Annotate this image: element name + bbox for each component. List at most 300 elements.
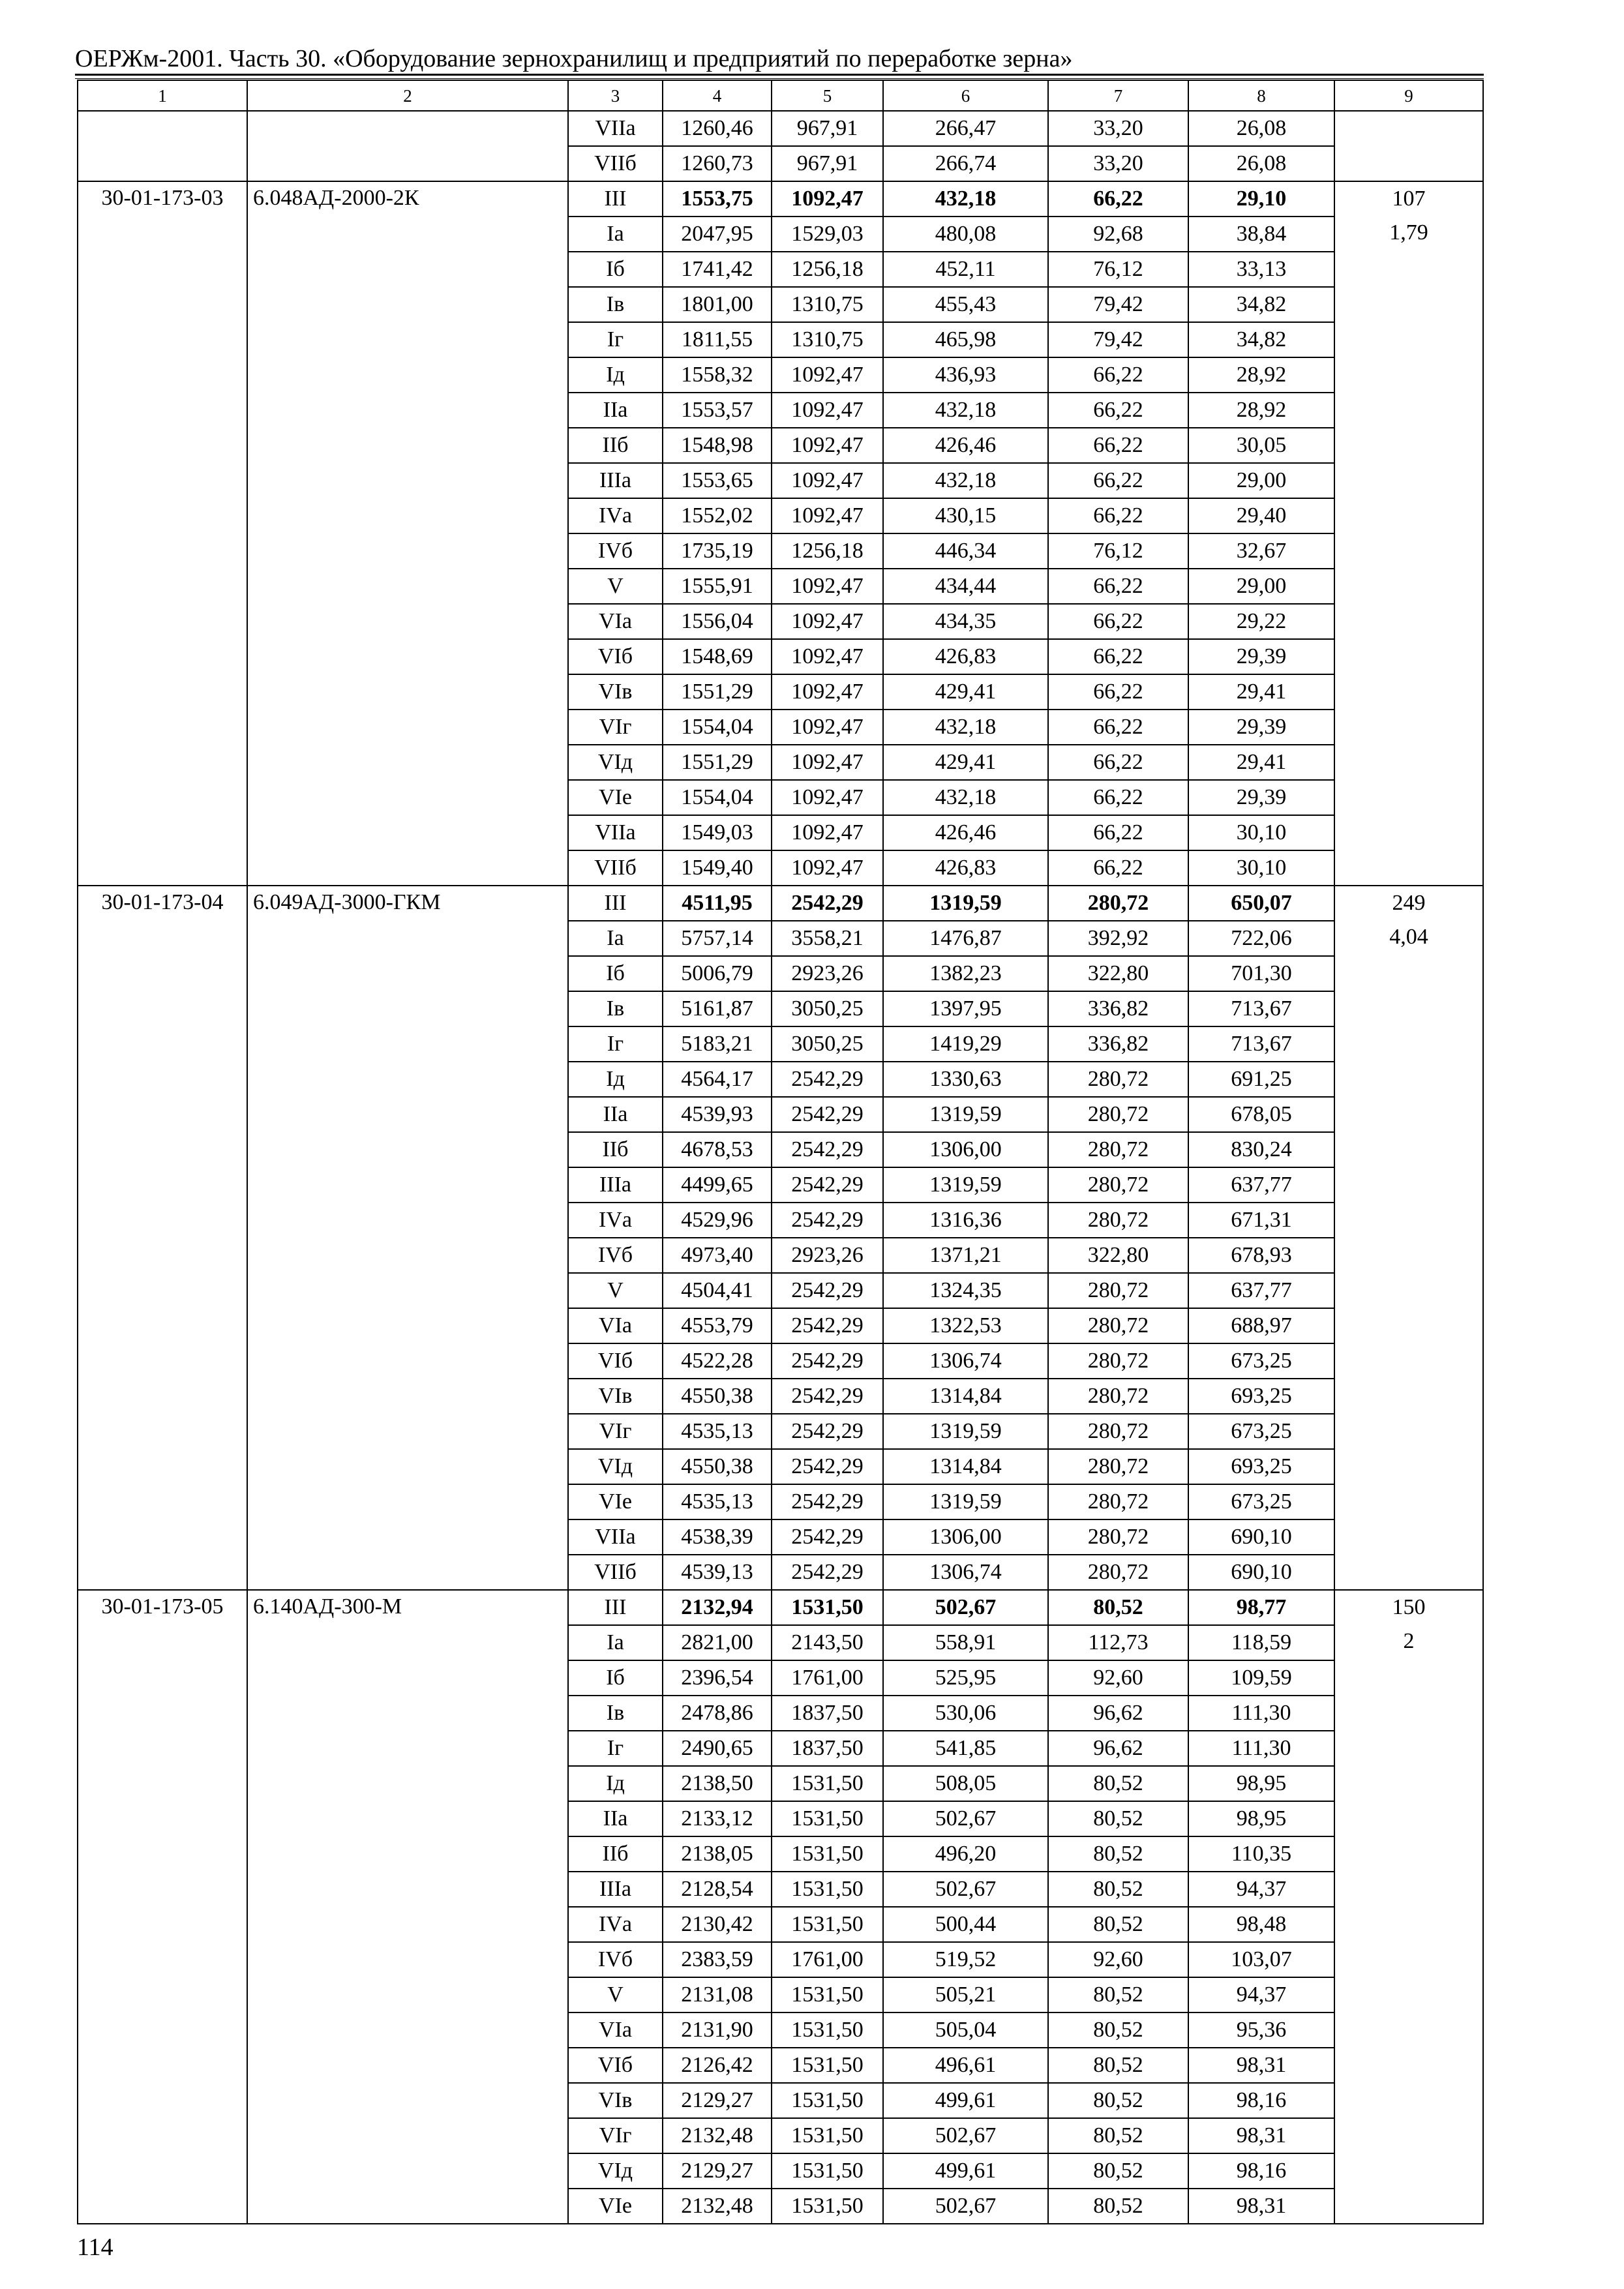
zone-cell: VIIб xyxy=(568,146,663,181)
value-cell-col8: 110,35 xyxy=(1188,1836,1334,1872)
value-cell-col5: 1092,47 xyxy=(772,393,883,428)
value-cell-col7: 66,22 xyxy=(1048,780,1188,815)
value-cell-col7: 280,72 xyxy=(1048,1449,1188,1484)
value-cell-col4: 1549,40 xyxy=(663,850,772,886)
value-cell-col6: 432,18 xyxy=(883,463,1048,498)
zone-cell: VIд xyxy=(568,1449,663,1484)
value-cell-col8: 693,25 xyxy=(1188,1449,1334,1484)
value-cell-col4: 4504,41 xyxy=(663,1273,772,1308)
zone-cell: VIв xyxy=(568,1379,663,1414)
value-cell-col6: 508,05 xyxy=(883,1766,1048,1801)
value-cell-col4: 1811,55 xyxy=(663,322,772,357)
column-number-row xyxy=(78,80,1483,111)
value-cell-col4: 4535,13 xyxy=(663,1414,772,1449)
value-cell-col8: 94,37 xyxy=(1188,1872,1334,1907)
value-cell-col7: 66,22 xyxy=(1048,850,1188,886)
value-cell-col8: 637,77 xyxy=(1188,1273,1334,1308)
column-number-5: 5 xyxy=(772,80,883,111)
value-cell-col5: 1837,50 xyxy=(772,1696,883,1731)
value-cell-col6: 502,67 xyxy=(883,1801,1048,1836)
value-cell-col7: 96,62 xyxy=(1048,1731,1188,1766)
value-cell-col7: 66,22 xyxy=(1048,181,1188,217)
value-cell-col5: 1092,47 xyxy=(772,569,883,604)
value-cell-col7: 336,82 xyxy=(1048,1026,1188,1062)
value-cell-col6: 502,67 xyxy=(883,1590,1048,1625)
value-cell-col8: 713,67 xyxy=(1188,991,1334,1026)
value-cell-col4: 2128,54 xyxy=(663,1872,772,1907)
column-9-value: 4,04 xyxy=(1389,925,1428,949)
value-cell-col8: 34,82 xyxy=(1188,287,1334,322)
value-cell-col5: 1092,47 xyxy=(772,850,883,886)
value-cell-col4: 1548,98 xyxy=(663,428,772,463)
value-cell-col5: 1837,50 xyxy=(772,1731,883,1766)
value-cell-col8: 94,37 xyxy=(1188,1977,1334,2012)
value-cell-col7: 66,22 xyxy=(1048,569,1188,604)
value-cell-col5: 1092,47 xyxy=(772,604,883,639)
zone-cell: Iг xyxy=(568,322,663,357)
value-cell-col6: 436,93 xyxy=(883,357,1048,393)
value-cell-col4: 2490,65 xyxy=(663,1731,772,1766)
value-cell-col5: 1092,47 xyxy=(772,357,883,393)
value-cell-col8: 29,22 xyxy=(1188,604,1334,639)
value-cell-col4: 1260,46 xyxy=(663,111,772,146)
value-cell-col8: 690,10 xyxy=(1188,1555,1334,1590)
value-cell-col6: 1306,74 xyxy=(883,1343,1048,1379)
column-number-1: 1 xyxy=(78,80,247,111)
value-cell-col8: 650,07 xyxy=(1188,886,1334,921)
value-cell-col8: 713,67 xyxy=(1188,1026,1334,1062)
value-cell-col4: 2133,12 xyxy=(663,1801,772,1836)
value-cell-col7: 280,72 xyxy=(1048,1555,1188,1590)
column-9-cell xyxy=(1334,111,1483,181)
value-cell-col4: 4553,79 xyxy=(663,1308,772,1343)
value-cell-col7: 112,73 xyxy=(1048,1625,1188,1660)
value-cell-col6: 434,44 xyxy=(883,569,1048,604)
zone-cell: Iв xyxy=(568,1696,663,1731)
value-cell-col7: 80,52 xyxy=(1048,2012,1188,2048)
value-cell-col5: 2542,29 xyxy=(772,1097,883,1132)
value-cell-col7: 66,22 xyxy=(1048,357,1188,393)
value-cell-col8: 26,08 xyxy=(1188,111,1334,146)
value-cell-col5: 2542,29 xyxy=(772,1449,883,1484)
value-cell-col4: 1735,19 xyxy=(663,533,772,569)
value-cell-col4: 4539,93 xyxy=(663,1097,772,1132)
value-cell-col7: 33,20 xyxy=(1048,146,1188,181)
value-cell-col8: 722,06 xyxy=(1188,921,1334,956)
value-cell-col6: 1322,53 xyxy=(883,1308,1048,1343)
value-cell-col4: 2132,48 xyxy=(663,2189,772,2224)
value-cell-col6: 1306,00 xyxy=(883,1519,1048,1555)
value-cell-col5: 967,91 xyxy=(772,111,883,146)
value-cell-col8: 109,59 xyxy=(1188,1660,1334,1696)
zone-cell: IVб xyxy=(568,533,663,569)
value-cell-col7: 80,52 xyxy=(1048,2083,1188,2118)
zone-cell: Iв xyxy=(568,287,663,322)
value-cell-col5: 1761,00 xyxy=(772,1942,883,1977)
column-9-value: 107 xyxy=(1392,187,1426,211)
value-cell-col8: 30,10 xyxy=(1188,815,1334,850)
value-cell-col5: 2923,26 xyxy=(772,956,883,991)
value-cell-col7: 280,72 xyxy=(1048,1308,1188,1343)
value-cell-col7: 96,62 xyxy=(1048,1696,1188,1731)
value-cell-col5: 2542,29 xyxy=(772,886,883,921)
value-cell-col4: 1558,32 xyxy=(663,357,772,393)
zone-cell: IIа xyxy=(568,1097,663,1132)
value-cell-col5: 1531,50 xyxy=(772,2083,883,2118)
value-cell-col6: 1319,59 xyxy=(883,1414,1048,1449)
zone-cell: Iа xyxy=(568,921,663,956)
value-cell-col4: 2821,00 xyxy=(663,1625,772,1660)
page-header-title: ОЕРЖм-2001. Часть 30. «Оборудование зернохранилищ и предприятий по переработке зерна» xyxy=(75,45,1073,72)
value-cell-col4: 1553,75 xyxy=(663,181,772,217)
value-cell-col8: 30,05 xyxy=(1188,428,1334,463)
value-cell-col8: 29,41 xyxy=(1188,674,1334,710)
value-cell-col6: 430,15 xyxy=(883,498,1048,533)
value-cell-col8: 673,25 xyxy=(1188,1484,1334,1519)
value-cell-col7: 322,80 xyxy=(1048,1238,1188,1273)
rates-table xyxy=(77,80,1484,2224)
value-cell-col5: 1256,18 xyxy=(772,533,883,569)
value-cell-col6: 1397,95 xyxy=(883,991,1048,1026)
value-cell-col5: 1531,50 xyxy=(772,1766,883,1801)
column-9-value: 150 xyxy=(1392,1595,1426,1619)
column-9-cell xyxy=(1334,1590,1483,2224)
value-cell-col5: 967,91 xyxy=(772,146,883,181)
value-cell-col4: 5006,79 xyxy=(663,956,772,991)
value-cell-col4: 1553,65 xyxy=(663,463,772,498)
value-cell-col8: 29,00 xyxy=(1188,463,1334,498)
value-cell-col6: 1314,84 xyxy=(883,1449,1048,1484)
value-cell-col7: 80,52 xyxy=(1048,1977,1188,2012)
value-cell-col8: 28,92 xyxy=(1188,357,1334,393)
value-cell-col6: 1319,59 xyxy=(883,886,1048,921)
value-cell-col5: 2542,29 xyxy=(772,1308,883,1343)
zone-cell: Iг xyxy=(568,1026,663,1062)
zone-cell: Iд xyxy=(568,1062,663,1097)
value-cell-col6: 505,04 xyxy=(883,2012,1048,2048)
zone-cell: V xyxy=(568,1273,663,1308)
value-cell-col6: 480,08 xyxy=(883,217,1048,252)
value-cell-col7: 280,72 xyxy=(1048,1203,1188,1238)
value-cell-col8: 33,13 xyxy=(1188,252,1334,287)
value-cell-col6: 426,46 xyxy=(883,428,1048,463)
value-cell-col5: 3558,21 xyxy=(772,921,883,956)
zone-cell: IVб xyxy=(568,1942,663,1977)
zone-cell: IVа xyxy=(568,1203,663,1238)
table-row xyxy=(78,111,1483,146)
value-cell-col8: 30,10 xyxy=(1188,850,1334,886)
value-cell-col8: 690,10 xyxy=(1188,1519,1334,1555)
column-number-8: 8 xyxy=(1188,80,1334,111)
equipment-name-cell: 6.140АД-300-М xyxy=(247,1590,568,2224)
value-cell-col6: 434,35 xyxy=(883,604,1048,639)
value-cell-col8: 29,39 xyxy=(1188,710,1334,745)
value-cell-col8: 29,39 xyxy=(1188,780,1334,815)
value-cell-col4: 1555,91 xyxy=(663,569,772,604)
value-cell-col6: 1476,87 xyxy=(883,921,1048,956)
value-cell-col7: 280,72 xyxy=(1048,1343,1188,1379)
value-cell-col4: 4550,38 xyxy=(663,1449,772,1484)
value-cell-col4: 4538,39 xyxy=(663,1519,772,1555)
value-cell-col4: 2129,27 xyxy=(663,2083,772,2118)
value-cell-col6: 1371,21 xyxy=(883,1238,1048,1273)
value-cell-col8: 95,36 xyxy=(1188,2012,1334,2048)
value-cell-col4: 1554,04 xyxy=(663,710,772,745)
value-cell-col8: 678,05 xyxy=(1188,1097,1334,1132)
value-cell-col5: 1310,75 xyxy=(772,287,883,322)
rate-code-cell: 30-01-173-05 xyxy=(78,1590,247,2224)
value-cell-col5: 1531,50 xyxy=(772,1977,883,2012)
value-cell-col4: 1551,29 xyxy=(663,745,772,780)
value-cell-col8: 29,10 xyxy=(1188,181,1334,217)
value-cell-col6: 429,41 xyxy=(883,745,1048,780)
value-cell-col8: 98,16 xyxy=(1188,2083,1334,2118)
value-cell-col6: 500,44 xyxy=(883,1907,1048,1942)
value-cell-col5: 1531,50 xyxy=(772,2189,883,2224)
value-cell-col5: 1092,47 xyxy=(772,498,883,533)
value-cell-col4: 2130,42 xyxy=(663,1907,772,1942)
zone-cell: VIIб xyxy=(568,1555,663,1590)
value-cell-col8: 38,84 xyxy=(1188,217,1334,252)
value-cell-col4: 4499,65 xyxy=(663,1167,772,1203)
value-cell-col6: 505,21 xyxy=(883,1977,1048,2012)
value-cell-col4: 1553,57 xyxy=(663,393,772,428)
value-cell-col5: 1531,50 xyxy=(772,2118,883,2153)
zone-cell: IIб xyxy=(568,428,663,463)
value-cell-col8: 98,31 xyxy=(1188,2048,1334,2083)
value-cell-col7: 76,12 xyxy=(1048,533,1188,569)
value-cell-col7: 280,72 xyxy=(1048,1097,1188,1132)
column-number-4: 4 xyxy=(663,80,772,111)
value-cell-col7: 280,72 xyxy=(1048,886,1188,921)
value-cell-col6: 429,41 xyxy=(883,674,1048,710)
value-cell-col6: 530,06 xyxy=(883,1696,1048,1731)
value-cell-col6: 1314,84 xyxy=(883,1379,1048,1414)
zone-cell: VIIа xyxy=(568,111,663,146)
zone-cell: III xyxy=(568,1590,663,1625)
value-cell-col7: 280,72 xyxy=(1048,1273,1188,1308)
value-cell-col7: 92,60 xyxy=(1048,1942,1188,1977)
value-cell-col8: 98,48 xyxy=(1188,1907,1334,1942)
value-cell-col7: 80,52 xyxy=(1048,1872,1188,1907)
value-cell-col4: 2131,08 xyxy=(663,1977,772,2012)
value-cell-col4: 2129,27 xyxy=(663,2153,772,2189)
rates-table-body xyxy=(78,80,1483,2224)
value-cell-col5: 1092,47 xyxy=(772,428,883,463)
value-cell-col5: 1092,47 xyxy=(772,745,883,780)
value-cell-col6: 499,61 xyxy=(883,2153,1048,2189)
value-cell-col8: 98,16 xyxy=(1188,2153,1334,2189)
value-cell-col6: 558,91 xyxy=(883,1625,1048,1660)
value-cell-col7: 66,22 xyxy=(1048,428,1188,463)
zone-cell: VIг xyxy=(568,2118,663,2153)
zone-cell: VIв xyxy=(568,2083,663,2118)
zone-cell: V xyxy=(568,1977,663,2012)
value-cell-col5: 2143,50 xyxy=(772,1625,883,1660)
value-cell-col6: 1319,59 xyxy=(883,1097,1048,1132)
value-cell-col6: 496,61 xyxy=(883,2048,1048,2083)
value-cell-col4: 2126,42 xyxy=(663,2048,772,2083)
value-cell-col7: 33,20 xyxy=(1048,111,1188,146)
value-cell-col7: 80,52 xyxy=(1048,1907,1188,1942)
value-cell-col5: 2923,26 xyxy=(772,1238,883,1273)
value-cell-col6: 426,83 xyxy=(883,639,1048,674)
value-cell-col6: 1306,74 xyxy=(883,1555,1048,1590)
value-cell-col5: 1531,50 xyxy=(772,1872,883,1907)
zone-cell: V xyxy=(568,569,663,604)
value-cell-col4: 4535,13 xyxy=(663,1484,772,1519)
value-cell-col7: 66,22 xyxy=(1048,393,1188,428)
value-cell-col5: 3050,25 xyxy=(772,1026,883,1062)
value-cell-col7: 92,68 xyxy=(1048,217,1188,252)
value-cell-col6: 446,34 xyxy=(883,533,1048,569)
value-cell-col4: 4511,95 xyxy=(663,886,772,921)
value-cell-col5: 2542,29 xyxy=(772,1343,883,1379)
value-cell-col7: 336,82 xyxy=(1048,991,1188,1026)
value-cell-col8: 701,30 xyxy=(1188,956,1334,991)
value-cell-col7: 80,52 xyxy=(1048,2153,1188,2189)
zone-cell: IVа xyxy=(568,498,663,533)
value-cell-col8: 693,25 xyxy=(1188,1379,1334,1414)
value-cell-col5: 2542,29 xyxy=(772,1484,883,1519)
value-cell-col6: 432,18 xyxy=(883,393,1048,428)
value-cell-col4: 2047,95 xyxy=(663,217,772,252)
value-cell-col5: 1092,47 xyxy=(772,815,883,850)
value-cell-col4: 2138,50 xyxy=(663,1766,772,1801)
value-cell-col4: 4539,13 xyxy=(663,1555,772,1590)
value-cell-col7: 76,12 xyxy=(1048,252,1188,287)
value-cell-col6: 426,83 xyxy=(883,850,1048,886)
zone-cell: VIа xyxy=(568,2012,663,2048)
zone-cell: Iа xyxy=(568,217,663,252)
equipment-name-cell: 6.048АД-2000-2К xyxy=(247,181,568,886)
value-cell-col6: 432,18 xyxy=(883,181,1048,217)
value-cell-col6: 426,46 xyxy=(883,815,1048,850)
value-cell-col8: 691,25 xyxy=(1188,1062,1334,1097)
zone-cell: VIв xyxy=(568,674,663,710)
zone-cell: VIг xyxy=(568,1414,663,1449)
zone-cell: VIIб xyxy=(568,850,663,886)
zone-cell: VIIа xyxy=(568,815,663,850)
value-cell-col6: 432,18 xyxy=(883,780,1048,815)
value-cell-col6: 502,67 xyxy=(883,2118,1048,2153)
table-row xyxy=(78,181,1483,217)
column-9-value: 1,79 xyxy=(1389,220,1428,245)
value-cell-col4: 1556,04 xyxy=(663,604,772,639)
zone-cell: III xyxy=(568,886,663,921)
value-cell-col6: 1382,23 xyxy=(883,956,1048,991)
value-cell-col5: 1092,47 xyxy=(772,710,883,745)
column-number-3: 3 xyxy=(568,80,663,111)
value-cell-col7: 66,22 xyxy=(1048,745,1188,780)
header-rule-thin xyxy=(75,78,1484,79)
zone-cell: VIд xyxy=(568,2153,663,2189)
value-cell-col5: 1529,03 xyxy=(772,217,883,252)
value-cell-col6: 465,98 xyxy=(883,322,1048,357)
value-cell-col4: 5183,21 xyxy=(663,1026,772,1062)
zone-cell: VIд xyxy=(568,745,663,780)
value-cell-col7: 66,22 xyxy=(1048,674,1188,710)
value-cell-col8: 29,39 xyxy=(1188,639,1334,674)
value-cell-col6: 1319,59 xyxy=(883,1167,1048,1203)
zone-cell: IIIа xyxy=(568,463,663,498)
value-cell-col4: 1549,03 xyxy=(663,815,772,850)
value-cell-col7: 80,52 xyxy=(1048,1836,1188,1872)
zone-cell: VIе xyxy=(568,1484,663,1519)
zone-cell: VIб xyxy=(568,2048,663,2083)
zone-cell: Iг xyxy=(568,1731,663,1766)
value-cell-col5: 1531,50 xyxy=(772,2153,883,2189)
value-cell-col8: 103,07 xyxy=(1188,1942,1334,1977)
value-cell-col5: 1092,47 xyxy=(772,780,883,815)
value-cell-col8: 830,24 xyxy=(1188,1132,1334,1167)
column-number-9: 9 xyxy=(1334,80,1483,111)
value-cell-col5: 2542,29 xyxy=(772,1273,883,1308)
value-cell-col4: 4522,28 xyxy=(663,1343,772,1379)
value-cell-col5: 2542,29 xyxy=(772,1555,883,1590)
value-cell-col8: 98,77 xyxy=(1188,1590,1334,1625)
value-cell-col7: 280,72 xyxy=(1048,1379,1188,1414)
value-cell-col5: 1256,18 xyxy=(772,252,883,287)
zone-cell: IIа xyxy=(568,1801,663,1836)
value-cell-col7: 322,80 xyxy=(1048,956,1188,991)
page-number: 114 xyxy=(77,2234,113,2261)
value-cell-col6: 1306,00 xyxy=(883,1132,1048,1167)
value-cell-col8: 671,31 xyxy=(1188,1203,1334,1238)
value-cell-col5: 1531,50 xyxy=(772,1801,883,1836)
value-cell-col6: 432,18 xyxy=(883,710,1048,745)
value-cell-col7: 66,22 xyxy=(1048,604,1188,639)
value-cell-col5: 1531,50 xyxy=(772,2048,883,2083)
value-cell-col7: 280,72 xyxy=(1048,1484,1188,1519)
value-cell-col5: 1092,47 xyxy=(772,639,883,674)
value-cell-col5: 2542,29 xyxy=(772,1519,883,1555)
equipment-name-cell xyxy=(247,111,568,181)
value-cell-col8: 111,30 xyxy=(1188,1731,1334,1766)
value-cell-col7: 79,42 xyxy=(1048,322,1188,357)
value-cell-col8: 98,31 xyxy=(1188,2189,1334,2224)
column-number-7: 7 xyxy=(1048,80,1188,111)
value-cell-col4: 2383,59 xyxy=(663,1942,772,1977)
zone-cell: Iа xyxy=(568,1625,663,1660)
value-cell-col5: 1761,00 xyxy=(772,1660,883,1696)
equipment-name-cell: 6.049АД-3000-ГКМ xyxy=(247,886,568,1590)
value-cell-col4: 2132,94 xyxy=(663,1590,772,1625)
value-cell-col6: 499,61 xyxy=(883,2083,1048,2118)
value-cell-col8: 98,95 xyxy=(1188,1801,1334,1836)
value-cell-col6: 496,20 xyxy=(883,1836,1048,1872)
value-cell-col6: 1319,59 xyxy=(883,1484,1048,1519)
value-cell-col6: 1324,35 xyxy=(883,1273,1048,1308)
value-cell-col7: 80,52 xyxy=(1048,1801,1188,1836)
rate-code-cell xyxy=(78,111,247,181)
value-cell-col7: 66,22 xyxy=(1048,498,1188,533)
value-cell-col7: 80,52 xyxy=(1048,1766,1188,1801)
value-cell-col8: 28,92 xyxy=(1188,393,1334,428)
value-cell-col8: 98,95 xyxy=(1188,1766,1334,1801)
value-cell-col7: 280,72 xyxy=(1048,1062,1188,1097)
zone-cell: IIIа xyxy=(568,1872,663,1907)
value-cell-col7: 66,22 xyxy=(1048,639,1188,674)
value-cell-col5: 1531,50 xyxy=(772,1590,883,1625)
value-cell-col5: 1092,47 xyxy=(772,463,883,498)
value-cell-col6: 519,52 xyxy=(883,1942,1048,1977)
value-cell-col5: 2542,29 xyxy=(772,1132,883,1167)
zone-cell: Iб xyxy=(568,252,663,287)
header-rule-thick xyxy=(75,74,1484,76)
value-cell-col4: 2396,54 xyxy=(663,1660,772,1696)
value-cell-col7: 80,52 xyxy=(1048,1590,1188,1625)
